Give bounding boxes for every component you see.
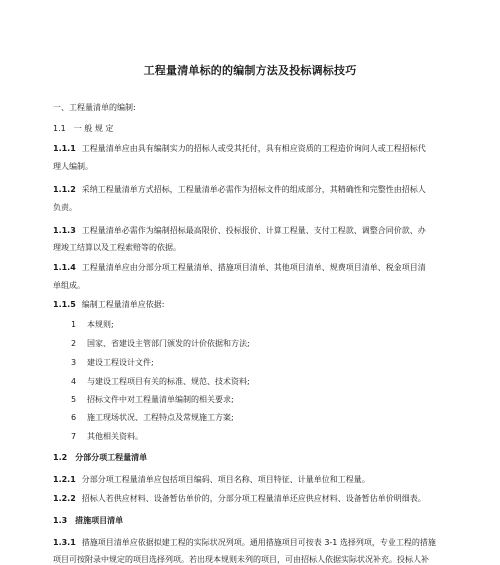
subsection-number: 1.2 [53, 453, 68, 462]
clause-number: 1.1.5 [53, 300, 76, 309]
subsection-label: 一 般 规 定 [73, 124, 114, 133]
clause-text: 采纳工程量清单方式招标，工程量清单必需作为招标文件的组成部分，其精确性和完整性由招标人 [81, 185, 426, 194]
list-item [71, 320, 114, 330]
list-item-text: 建设工程设计文件; [87, 358, 154, 367]
clause-1-2-2 [53, 494, 426, 504]
list-item [71, 413, 234, 423]
clause-1-3-1-line2: 项目可按附录中规定的项目选择列项。若出现本规则未列的项目，可由招标人依据实际状况补充。投标人补 [53, 555, 429, 564]
list-item-text: 施工现场状况、工程特点及常规施工方案; [87, 413, 234, 422]
list-item [71, 432, 143, 442]
subsection-1-3 [53, 516, 123, 526]
clause-number: 1.1.3 [53, 226, 76, 235]
clause-1-1-2-line2: 负责。 [53, 203, 77, 212]
list-item-text: 其他相关资料。 [87, 432, 143, 441]
clause-number: 1.1.1 [53, 144, 76, 153]
list-item-number: 2 [71, 339, 77, 348]
section-heading: 一、工程量清单的编制: [53, 103, 136, 112]
list-item [71, 377, 250, 387]
clause-number: 1.3.1 [53, 538, 76, 547]
list-item-text: 招标文件中对工程量清单编制的相关要求; [87, 395, 234, 404]
clause-1-1-3-line1 [53, 226, 426, 236]
list-item [71, 339, 250, 349]
subsection-number: 1.1 [53, 124, 66, 133]
clause-text: 工程量清单应由分部分项工程量清单、措施项目清单、其他项目清单、规费项目清单、税金项目清 [81, 263, 426, 272]
clause-text: 招标人若供应材料、设备暂估单价的，分部分项工程量清单还应供应材料、设备暂估单价明细表。 [81, 494, 426, 503]
list-item-text: 本规则; [87, 320, 114, 329]
subsection-label: 措施项目清单 [75, 516, 124, 525]
clause-1-1-4-line1 [53, 263, 426, 273]
list-item-number: 1 [71, 320, 77, 329]
clause-1-1-2-line1 [53, 185, 426, 195]
clause-1-1-5 [53, 300, 164, 310]
list-item-text: 与建设工程项目有关的标准、规范、技术资料; [87, 377, 250, 386]
subsection-1-2 [53, 453, 147, 463]
list-item-number: 5 [71, 395, 77, 404]
clause-1-3-1-line1 [53, 538, 436, 548]
list-item-number: 4 [71, 377, 77, 386]
document-title: 工程量清单标的的编制方法及投标调标技巧 [143, 64, 357, 77]
clause-1-1-3-line2: 理竣工结算以及工程索赔等的依据。 [53, 243, 181, 252]
clause-number: 1.2.2 [53, 494, 76, 503]
clause-text: 工程量清单必需作为编制招标最高限价、投标报价、计算工程量、支付工程款、调整合同价款、办 [81, 226, 426, 235]
list-item-number: 3 [71, 358, 77, 367]
clause-1-1-1-line1 [53, 144, 426, 154]
list-item [71, 358, 154, 368]
clause-text: 措施项目清单应依据拟建工程的实际状况列项。通用措施项目可按表 3-1 选择列项，专业工程的措施 [81, 538, 436, 547]
subsection-label: 分部分项工程量清单 [75, 453, 148, 462]
clause-text: 工程量清单应由具有编制实力的招标人或受其托付，具有相应资质的工程造价询问人或工程招标代 [81, 144, 426, 153]
list-item-number: 7 [71, 432, 77, 441]
list-item [71, 395, 234, 405]
clause-1-1-4-line2: 单组成。 [53, 281, 85, 290]
subsection-number: 1.3 [53, 516, 68, 525]
clause-text: 编制工程量清单应依据: [81, 300, 165, 309]
clause-text: 分部分项工程量清单应包括项目编码、项目名称、项目特征、计量单位和工程量。 [81, 475, 370, 484]
clause-number: 1.1.2 [53, 185, 76, 194]
clause-1-2-1 [53, 475, 370, 485]
clause-number: 1.2.1 [53, 475, 76, 484]
subsection-1-1 [53, 124, 113, 134]
list-item-text: 国家、省建设主管部门颁发的计价依据和方法; [87, 339, 250, 348]
clause-number: 1.1.4 [53, 263, 76, 272]
list-item-number: 6 [71, 413, 77, 422]
clause-1-1-1-line2: 理人编制。 [53, 162, 93, 171]
